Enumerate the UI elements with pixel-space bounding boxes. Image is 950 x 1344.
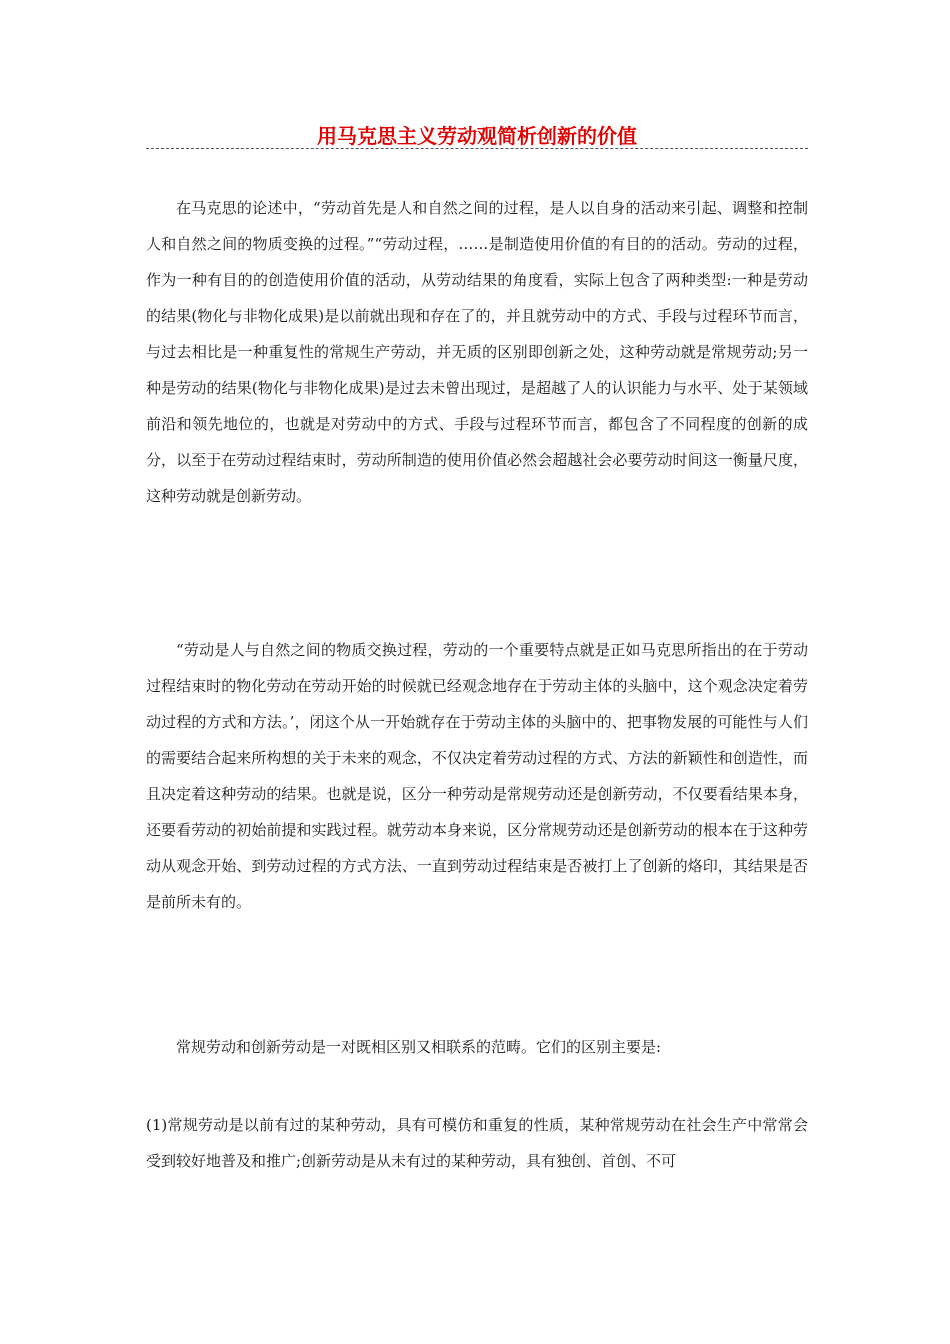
paragraph-3: 常规劳动和创新劳动是一对既相区别又相联系的范畴。它们的区别主要是: — [176, 1038, 662, 1056]
document-title-text: 用马克思主义劳动观简析创新的价值 — [311, 124, 643, 148]
paragraph-4: (1)常规劳动是以前有过的某种劳动，具有可模仿和重复的性质，某种常规劳动在社会生产中常常会受到较好地普及和推广;创新劳动是从未有过的某种劳动，具有独创、首创、不可 — [146, 1116, 808, 1170]
document-title — [146, 122, 808, 150]
title-row — [146, 122, 808, 152]
paragraph-2: “劳动是人与自然之间的物质交换过程，劳动的一个重要特点就是正如马克思所指出的在于劳动过程结束时的物化劳动在劳动开始的时候就已经观念地存在于劳动主体的头脑中，这个观念决定着劳动过程的方式和方法。’，闭这个从一开始就存在于劳动主体的头脑中的、把事物发展的可能性与人们的需要结合起来所构想的关于未来的观念，不仅决定着劳动过程的方式、方法的新颖性和创造性，而且决定着这种劳动的结果。也就是说，区分一种劳动是常规劳动还是创新劳动，不仅要看结果本身，还要看劳动的初始前提和实践过程。就劳动本身来说，区分常规劳动还是创新劳动的根本在于这种劳动从观念开始、到劳动过程的方式方法、一直到劳动过程结束是否被打上了创新的烙印，其结果是否是前所未有的。 — [146, 641, 808, 911]
paragraph-1: 在马克思的论述中，“劳动首先是人和自然之间的过程，是人以自身的活动来引起、调整和控制人和自然之间的物质变换的过程。”“劳动过程，……是制造使用价值的有目的的活动。劳动的过程，作为一种有目的的创造使用价值的活动，从劳动结果的角度看，实际上包含了两种类型:一种是劳动的结果(物化与非物化成果)是以前就出现和存在了的，并且就劳动中的方式、手段与过程环节而言，与过去相比是一种重复性的常规生产劳动，并无质的区别即创新之处，这种劳动就是常规劳动;另一种是劳动的结果(物化与非物化成果)是过去未曾出现过，是超越了人的认识能力与水平、处于某领域前沿和领先地位的，也就是对劳动中的方式、手段与过程环节而言，都包含了不同程度的创新的成分，以至于在劳动过程结束时，劳动所制造的使用价值必然会超越社会必要劳动时间这一衡量尺度，这种劳动就是创新劳动。 — [146, 199, 808, 505]
